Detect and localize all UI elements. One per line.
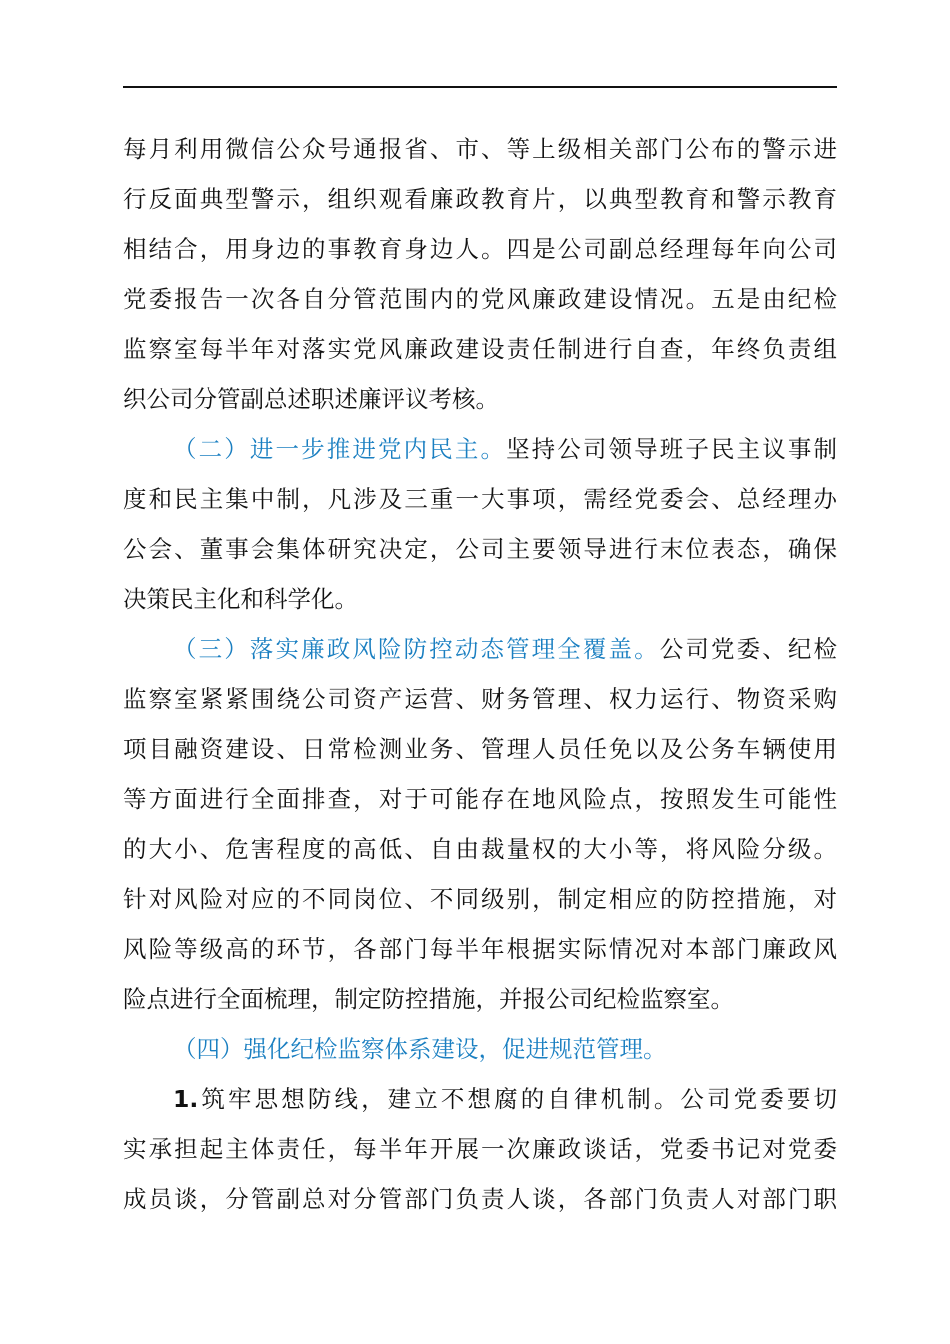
text-line: 实承担起主体责任，每半年开展一次廉政谈话，党委书记对党委 bbox=[123, 1135, 837, 1163]
text-line: 度和民主集中制，凡涉及三重一大事项，需经党委会、总经理办 bbox=[123, 485, 837, 513]
text-line: 针对风险对应的不同岗位、不同级别，制定相应的防控措施，对 bbox=[123, 885, 837, 913]
text-line: 险点进行全面梳理，制定防控措施，并报公司纪检监察室。 bbox=[123, 985, 734, 1013]
header-rule bbox=[123, 86, 837, 88]
body-text bbox=[123, 124, 837, 1224]
text-line: 风险等级高的环节，各部门每半年根据实际情况对本部门廉政风 bbox=[123, 935, 837, 963]
text-line: 项目融资建设、日常检测业务、管理人员任免以及公务车辆使用 bbox=[123, 735, 837, 763]
text-line: 监察室紧紧围绕公司资产运营、财务管理、权力运行、物资采购 bbox=[123, 685, 837, 713]
text-line: 公会、董事会集体研究决定，公司主要领导进行末位表态，确保 bbox=[123, 535, 837, 563]
text-line: 等方面进行全面排查，对于可能存在地风险点，按照发生可能性 bbox=[123, 785, 837, 813]
paragraph-2-first-line bbox=[123, 424, 837, 474]
section-heading-2: （二）进一步推进党内民主。 bbox=[173, 435, 507, 463]
text-line: 成员谈，分管副总对分管部门负责人谈，各部门负责人对部门职 bbox=[123, 1185, 837, 1213]
text-line: 决策民主化和科学化。 bbox=[123, 585, 358, 613]
text-line: 织公司分管副总述职述廉评议考核。 bbox=[123, 385, 499, 413]
text-line: 相结合，用身边的事教育身边人。四是公司副总经理每年向公司 bbox=[123, 235, 837, 263]
text-span: 坚持公司领导班子民主议事制 bbox=[506, 435, 837, 463]
text-line: 每月利用微信公众号通报省、市、等上级相关部门公布的警示进 bbox=[123, 135, 837, 163]
text-span: 筑牢思想防线，建立不想腐的自律机制。公司党委要切 bbox=[198, 1085, 837, 1113]
text-line: 行反面典型警示，组织观看廉政教育片，以典型教育和警示教育 bbox=[123, 185, 837, 213]
text-line: 党委报告一次各自分管范围内的党风廉政建设情况。五是由纪检 bbox=[123, 285, 837, 313]
text-span: 公司党委、纪检 bbox=[659, 635, 837, 663]
paragraph-5-first-line bbox=[123, 1074, 837, 1124]
text-line: 的大小、危害程度的高低、自由裁量权的大小等，将风险分级。 bbox=[123, 835, 837, 863]
text-line: 监察室每半年对落实党风廉政建设责任制进行自查，年终负责组 bbox=[123, 335, 837, 363]
paragraph-4-heading-line bbox=[123, 1024, 837, 1074]
paragraph-3-first-line bbox=[123, 624, 837, 674]
section-heading-4: （四）强化纪检监察体系建设，促进规范管理。 bbox=[173, 1035, 667, 1063]
section-heading-3: （三）落实廉政风险防控动态管理全覆盖。 bbox=[173, 635, 660, 663]
item-number: 1. bbox=[173, 1085, 199, 1113]
